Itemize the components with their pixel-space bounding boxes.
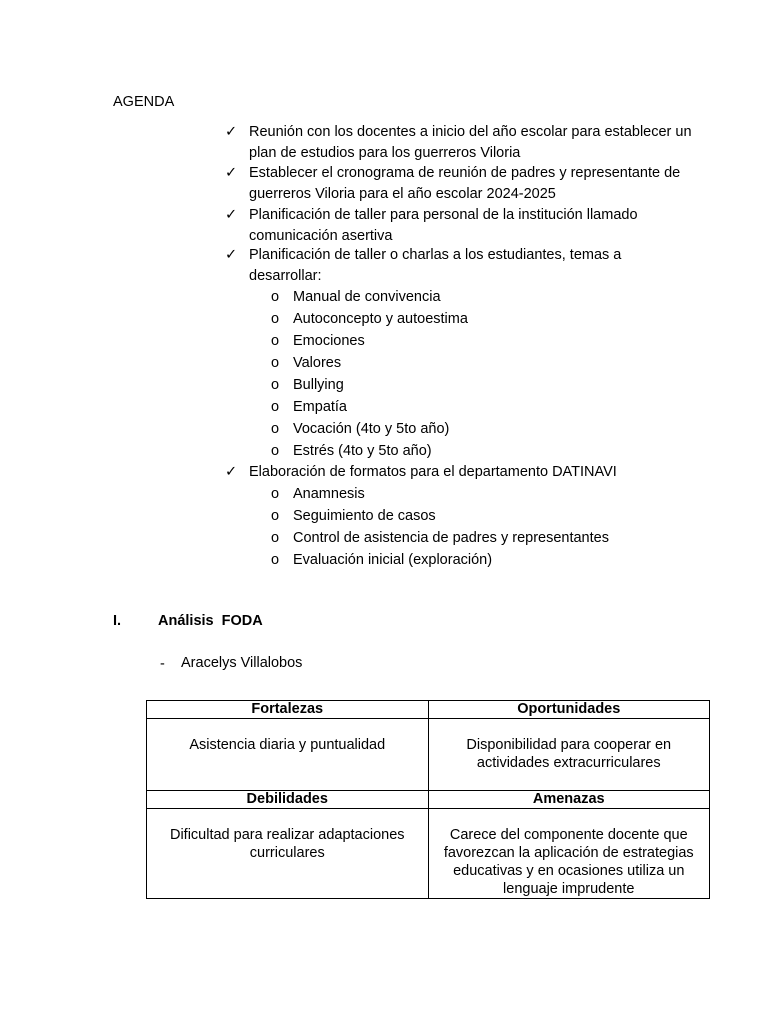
format-item xyxy=(271,550,492,570)
dash-bullet: - xyxy=(160,656,165,672)
check-icon: ✓ xyxy=(225,207,238,223)
bullet-icon: o xyxy=(271,333,280,349)
agenda-heading: AGENDA xyxy=(113,94,175,110)
bullet-icon: o xyxy=(271,552,280,568)
agenda-item xyxy=(225,462,695,483)
topic-item xyxy=(271,375,344,395)
fortalezas-cell: Asistencia diaria y puntualidad xyxy=(147,719,429,791)
bullet-icon: o xyxy=(271,486,280,502)
check-icon: ✓ xyxy=(225,247,238,263)
bullet-icon: o xyxy=(271,377,280,393)
format-item xyxy=(271,528,609,548)
topic-text: Vocación (4to y 5to año) xyxy=(293,421,450,437)
agenda-item-text: Reunión con los docentes a inicio del año escolar para establecer un plan de estudios para los guerreros Viloria xyxy=(249,124,692,161)
bullet-icon: o xyxy=(271,421,280,437)
agenda-item xyxy=(225,163,695,204)
topic-item xyxy=(271,419,449,439)
agenda-item-text: Planificación de taller para personal de la institución llamado comunicación asertiva xyxy=(249,207,638,244)
debilidades-header: Debilidades xyxy=(147,791,429,809)
bullet-icon: o xyxy=(271,399,280,415)
agenda-item-text: Elaboración de formatos para el departamento DATINAVI xyxy=(249,464,617,480)
oportunidades-header: Oportunidades xyxy=(428,701,710,719)
topic-item xyxy=(271,353,341,373)
topic-text: Empatía xyxy=(293,399,347,415)
topic-text: Autoconcepto y autoestima xyxy=(293,311,468,327)
agenda-item-text: Establecer el cronograma de reunión de padres y representante de guerreros Viloria para el año escolar 2024-2025 xyxy=(249,165,681,202)
format-item xyxy=(271,506,436,526)
bullet-icon: o xyxy=(271,443,280,459)
check-icon: ✓ xyxy=(225,124,238,140)
bullet-icon: o xyxy=(271,508,280,524)
agenda-item xyxy=(225,122,695,163)
section-number: I. xyxy=(113,613,122,629)
oportunidades-cell: Disponibilidad para cooperar en actividades extracurriculares xyxy=(428,719,710,791)
format-item xyxy=(271,484,365,504)
agenda-item-text: Planificación de taller o charlas a los estudiantes, temas a desarrollar: xyxy=(249,247,622,284)
debilidades-cell: Dificultad para realizar adaptaciones curriculares xyxy=(147,809,429,899)
amenazas-cell: Carece del componente docente que favorezcan la aplicación de estrategias educativas y en ocasiones utiliza un lenguaje imprudente xyxy=(428,809,710,899)
agenda-item xyxy=(225,245,695,286)
format-text: Anamnesis xyxy=(293,486,365,502)
topic-text: Valores xyxy=(293,355,342,371)
topic-text: Manual de convivencia xyxy=(293,289,441,305)
topic-text: Estrés (4to y 5to año) xyxy=(293,443,432,459)
check-icon: ✓ xyxy=(225,165,238,181)
bullet-icon: o xyxy=(271,530,280,546)
topic-item xyxy=(271,441,432,461)
person-name: Aracelys Villalobos xyxy=(181,655,303,671)
bullet-icon: o xyxy=(271,355,280,371)
bullet-icon: o xyxy=(271,289,280,305)
format-text: Control de asistencia de padres y representantes xyxy=(293,530,609,546)
amenazas-header: Amenazas xyxy=(428,791,710,809)
topic-text: Emociones xyxy=(293,333,365,349)
bullet-icon: o xyxy=(271,311,280,327)
topic-item xyxy=(271,331,365,351)
fortalezas-header: Fortalezas xyxy=(147,701,429,719)
check-icon: ✓ xyxy=(225,464,238,480)
section-title: Análisis FODA xyxy=(158,613,263,629)
topic-text: Bullying xyxy=(293,377,344,393)
topic-item xyxy=(271,309,468,329)
foda-table xyxy=(146,700,710,899)
topic-item xyxy=(271,397,347,417)
format-text: Evaluación inicial (exploración) xyxy=(293,552,493,568)
format-text: Seguimiento de casos xyxy=(293,508,436,524)
topic-item xyxy=(271,287,441,307)
agenda-item xyxy=(225,205,695,246)
